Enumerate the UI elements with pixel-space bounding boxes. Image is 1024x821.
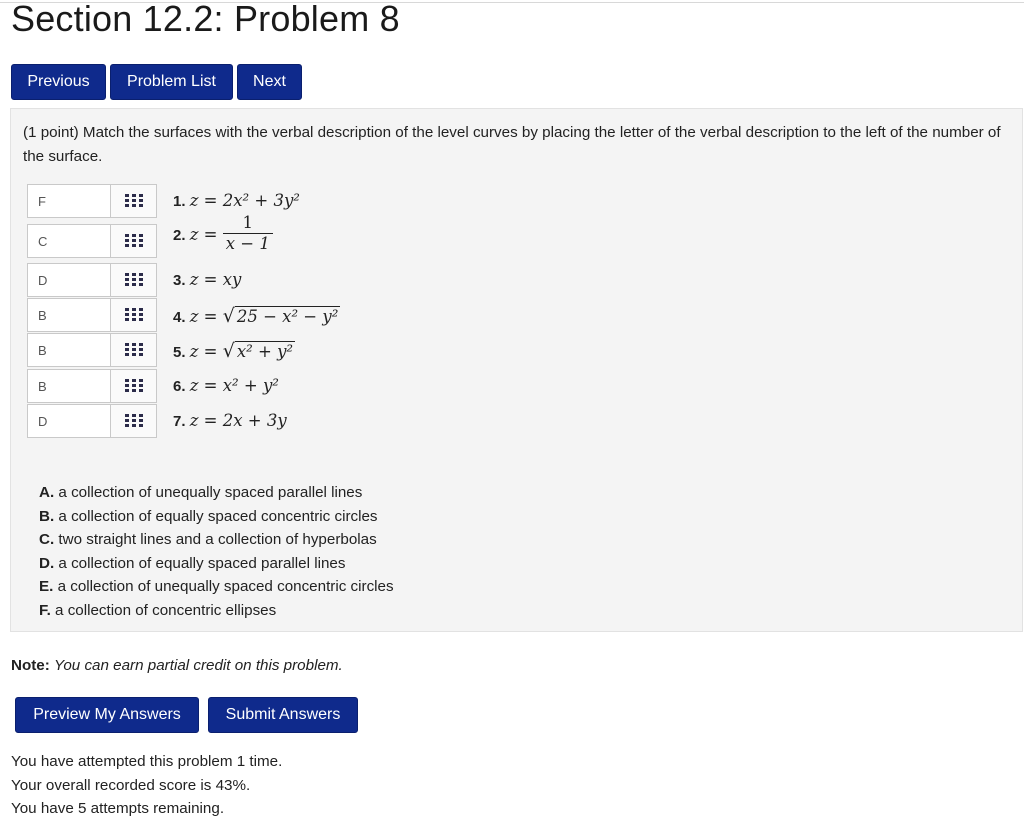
surface-equation-7 xyxy=(173,411,287,430)
note-text: You can earn partial credit on this problem. xyxy=(54,657,343,674)
description-letter: F. xyxy=(39,601,51,619)
answer-input-1[interactable] xyxy=(27,184,111,218)
description-item-d xyxy=(39,552,394,576)
surface-number: 2. xyxy=(173,227,186,244)
surface-number: 1. xyxy=(173,193,186,210)
description-text: a collection of unequally spaced parallel lines xyxy=(54,484,363,501)
grid-icon xyxy=(125,414,143,428)
math-var: z xyxy=(189,411,199,430)
surface-equation-2 xyxy=(173,215,273,256)
answer-input-3[interactable] xyxy=(27,263,111,297)
grid-icon xyxy=(125,273,143,287)
math-equals: = xyxy=(203,191,218,210)
problem-panel xyxy=(10,108,1023,632)
math-expression: 2x + 3y xyxy=(222,411,287,430)
surface-number: 7. xyxy=(173,413,186,430)
description-text: a collection of unequally spaced concentric circles xyxy=(53,578,394,596)
fraction-numerator: 1 xyxy=(242,213,254,232)
math-var: z xyxy=(189,191,199,210)
description-text: a collection of equally spaced parallel lines xyxy=(54,554,346,572)
sqrt-radicand: 25 − x² − y² xyxy=(236,307,339,326)
sqrt-symbol: √ xyxy=(222,305,235,327)
description-item-e xyxy=(39,575,394,599)
answer-grid-button-2[interactable] xyxy=(111,224,157,258)
math-var: z xyxy=(189,376,199,395)
answer-input-4[interactable] xyxy=(27,298,111,332)
math-var: z xyxy=(189,342,199,361)
attempt-status xyxy=(11,750,282,821)
answer-grid-button-3[interactable] xyxy=(111,263,157,297)
description-text: two straight lines and a collection of hyperbolas xyxy=(54,531,377,549)
grid-icon xyxy=(125,379,143,393)
sqrt-symbol: √ xyxy=(222,340,235,362)
grid-icon xyxy=(125,308,143,322)
next-button[interactable]: Next xyxy=(237,64,302,100)
answer-grid-button-4[interactable] xyxy=(111,298,157,332)
answer-input-2[interactable] xyxy=(27,224,111,258)
remaining-text: You have 5 attempts remaining. xyxy=(11,800,225,818)
description-item-b xyxy=(39,505,394,529)
surface-equation-3 xyxy=(173,270,241,289)
description-text: a collection of equally spaced concentric circles xyxy=(54,507,378,525)
note-label: Note: xyxy=(11,657,50,674)
description-item-c xyxy=(39,528,394,552)
problem-list-button[interactable]: Problem List xyxy=(110,64,233,100)
math-expression: xy xyxy=(222,270,242,289)
math-expression: x² + y² xyxy=(222,376,279,395)
description-item-a xyxy=(39,481,394,505)
answer-input-6[interactable] xyxy=(27,369,111,403)
surface-number: 6. xyxy=(173,378,186,395)
description-letter: C. xyxy=(39,531,55,549)
sqrt-radicand: x² + y² xyxy=(236,342,293,361)
surface-number: 3. xyxy=(173,272,186,289)
description-letter: B. xyxy=(39,507,55,525)
grid-icon xyxy=(125,234,143,248)
preview-answers-button[interactable]: Preview My Answers xyxy=(15,697,199,733)
math-var: z xyxy=(189,225,199,244)
description-item-f xyxy=(39,599,394,623)
surface-equation-1 xyxy=(173,191,300,210)
fraction-denominator: x − 1 xyxy=(223,233,273,254)
answer-input-7[interactable] xyxy=(27,404,111,438)
math-fraction xyxy=(223,213,273,254)
answer-grid-button-1[interactable] xyxy=(111,184,157,218)
math-expression: 2x² + 3y² xyxy=(222,191,300,210)
answer-input-5[interactable] xyxy=(27,333,111,367)
math-var: z xyxy=(189,270,199,289)
score-text: Your overall recorded score is 43%. xyxy=(11,776,251,794)
problem-prompt: (1 point) Match the surfaces with the verbal description of the level curves by placing the letter of the verbal description to the left of the number of the surface. xyxy=(23,124,1001,165)
math-equals: = xyxy=(203,342,218,361)
previous-button[interactable]: Previous xyxy=(11,64,106,100)
grid-icon xyxy=(125,194,143,208)
grid-icon xyxy=(125,343,143,357)
surface-equation-4 xyxy=(173,305,340,327)
math-equals: = xyxy=(203,307,218,326)
math-equals: = xyxy=(203,270,218,289)
surface-equation-6 xyxy=(173,376,279,395)
math-equals: = xyxy=(203,376,218,395)
surface-number: 4. xyxy=(173,309,186,326)
math-equals: = xyxy=(203,225,218,244)
page-title: Section 12.2: Problem 8 xyxy=(11,0,400,39)
partial-credit-note xyxy=(11,657,343,674)
description-letter: E. xyxy=(39,578,54,596)
description-list xyxy=(39,481,394,623)
math-var: z xyxy=(189,307,199,326)
answer-grid-button-6[interactable] xyxy=(111,369,157,403)
description-text: a collection of concentric ellipses xyxy=(50,601,277,619)
description-letter: A. xyxy=(39,484,55,501)
answer-grid-button-5[interactable] xyxy=(111,333,157,367)
answer-grid-button-7[interactable] xyxy=(111,404,157,438)
surface-equation-5 xyxy=(173,340,295,362)
surface-number: 5. xyxy=(173,344,186,361)
submit-answers-button[interactable]: Submit Answers xyxy=(208,697,358,733)
attempts-text: You have attempted this problem 1 time. xyxy=(11,753,283,770)
math-equals: = xyxy=(203,411,218,430)
description-letter: D. xyxy=(39,554,55,572)
